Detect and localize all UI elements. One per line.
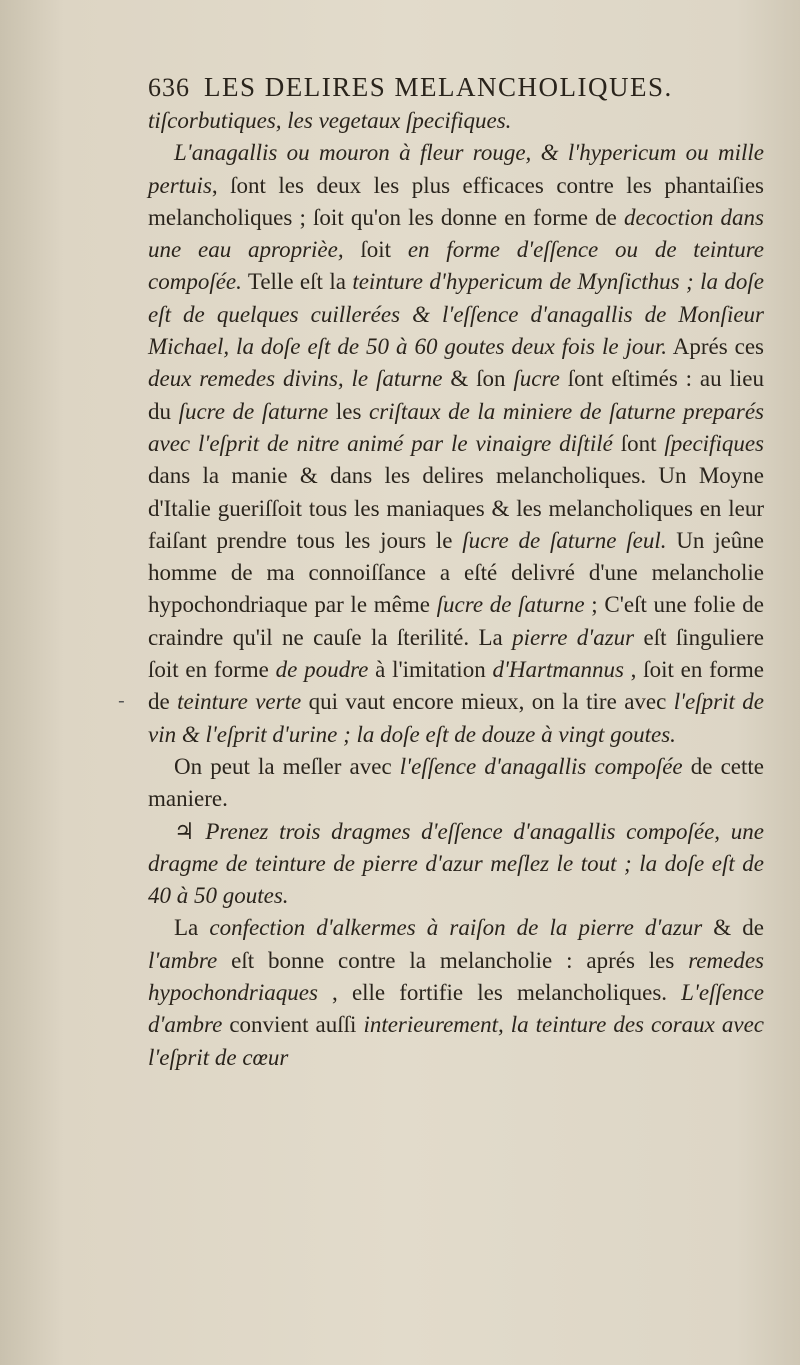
running-title: LES DELIRES MELANCHOLIQUES. <box>204 72 673 102</box>
italic-text: interieurement, la teinture des coraux avec l'eſprit de cœur <box>148 1012 764 1070</box>
italic-text: teinture d'hypericum de Mynſicthus ; la doſe eſt de quelques cuillerées & l'eſſence d'anagallis de Monſieur Michael, la doſe eſt de 50 à 60 goutes deux fois le jour. <box>148 269 764 360</box>
roman-text: dans la manie & dans les delires melancholiques. Un Moyne d'Italie gueriſſoit tous les maniaques & les melancholiques en leur faiſant prendre tous les jours le <box>148 463 764 553</box>
italic-text: confection d'alkermes à raiſon de la pierre d'azur <box>209 915 703 941</box>
italic-text: ſucre de ſaturne ſeul. <box>462 527 667 553</box>
italic-text: l'eſprit de vin & l'eſprit d'urine ; la doſe eſt de douze à vingt goutes. <box>148 689 764 747</box>
paragraph <box>148 816 764 913</box>
roman-text: qui vaut encore mieux, on la tire avec <box>301 689 674 715</box>
italic-text: tiſcorbutiques, les vegetaux ſpecifiques. <box>148 108 512 133</box>
italic-text: deux remedes divins, le ſaturne <box>148 366 443 392</box>
italic-text: criſtaux de la miniere de ſaturne preparés avec l'eſprit de nitre animé par le vinaigre diſtilé <box>148 398 765 456</box>
italic-text: d'Hartmannus <box>492 657 624 683</box>
italic-text: L'anagallis ou mouron à fleur rouge, & l'hypericum ou mille pertuis <box>148 140 764 198</box>
italic-text: decoction dans une eau aproprièe, <box>148 204 764 263</box>
roman-text: ſont eſtimés : au lieu du <box>148 366 765 424</box>
roman-text: ; C'eſt une folie de craindre qu'il ne cauſe la ſterilité. La <box>148 592 764 650</box>
roman-text: eſt bonne contre la melancholie : aprés les <box>217 947 689 973</box>
italic-text: l'ambre <box>148 947 218 973</box>
roman-text: eſt ſinguliere ſoit en forme <box>148 624 764 683</box>
italic-text: de poudre <box>275 657 369 683</box>
paragraph <box>148 912 764 1073</box>
italic-text: remedes hypochondriaques <box>148 947 764 1006</box>
italic-text: l'eſſence d'anagallis compoſée <box>399 753 683 779</box>
roman-text: & de <box>702 915 764 941</box>
roman-text: La <box>174 915 210 941</box>
paragraph <box>148 751 764 816</box>
italic-text: ſucre de ſaturne <box>178 398 329 424</box>
roman-text: & ſon <box>442 366 514 392</box>
roman-text: , elle fortifie les melancholiques. <box>317 980 682 1006</box>
roman-text: ſoit <box>343 237 408 263</box>
body-text <box>148 105 764 1074</box>
roman-text: les <box>328 398 369 424</box>
italic-text: L'eſſence d'ambre <box>148 980 764 1038</box>
roman-text: , ſoit en forme de <box>148 657 765 715</box>
italic-text: teinture verte <box>177 689 302 715</box>
paragraph <box>148 105 764 137</box>
roman-text: Telle eſt la <box>241 269 353 295</box>
roman-text: Aprés ces <box>667 334 764 360</box>
roman-text: On peut la meſler avec <box>174 753 400 779</box>
roman-text: convient auſſi <box>222 1012 364 1038</box>
roman-text: , ſont les deux les plus efficaces contre les phantaiſies melancholiques ; ſoit qu'on les donne en forme de <box>148 172 764 230</box>
italic-text: pierre d'azur <box>512 624 635 650</box>
italic-text: ſpecifiques <box>664 430 764 456</box>
italic-text: en forme d'eſſence ou de teinture compoſée. <box>148 237 764 295</box>
italic-text: ſucre de ſaturne <box>436 592 585 618</box>
page-number: 636 <box>148 73 190 102</box>
italic-text: ſucre <box>513 366 560 392</box>
paragraph <box>148 137 764 751</box>
italic-text: ♃ Prenez trois dragmes d'eſſence d'anagallis compoſée, une dragme de teinture de pierre d'azur meſlez le tout ; la doſe eſt de 40 à 50 goutes. <box>148 818 764 909</box>
roman-text: Un jeûne homme de ma connoiſſance a eſté delivré d'une melancholie hypochondriaque par le même <box>148 527 765 618</box>
roman-text: ſont <box>612 430 665 456</box>
roman-text: de cette maniere. <box>148 753 764 812</box>
page-header <box>148 72 764 103</box>
roman-text: à l'imitation <box>368 657 493 683</box>
margin-mark: - <box>118 688 125 712</box>
